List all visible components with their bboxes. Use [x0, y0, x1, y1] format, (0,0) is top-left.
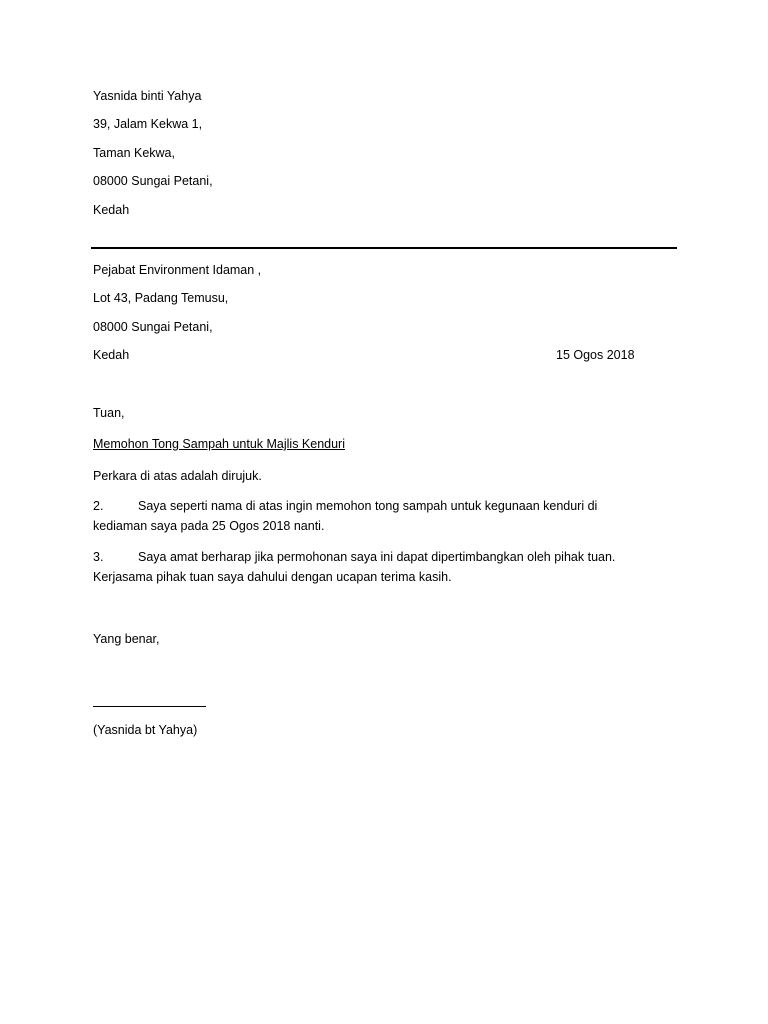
paragraph-2-line-1 [93, 498, 597, 514]
letter-subject: Memohon Tong Sampah untuk Majlis Kenduri [93, 437, 345, 451]
paragraph-3-text-1: Saya amat berharap jika permohonan saya ini dapat dipertimbangkan oleh pihak tuan. [138, 550, 616, 564]
header-divider [91, 247, 677, 249]
paragraph-3-number: 3. [93, 550, 104, 564]
signature-line [93, 706, 206, 707]
paragraph-3-line-2: Kerjasama pihak tuan saya dahului dengan ucapan terima kasih. [93, 570, 452, 584]
sender-state: Kedah [93, 203, 130, 217]
sender-address-line3: 08000 Sungai Petani, [93, 174, 213, 188]
sender-address-line1: 39, Jalam Kekwa 1, [93, 117, 203, 131]
paragraph-3-line-1 [93, 549, 615, 565]
sender-name: Yasnida binti Yahya [93, 89, 202, 103]
recipient-address-line1: Lot 43, Padang Temusu, [93, 291, 229, 305]
closing: Yang benar, [93, 632, 160, 646]
paragraph-2-text-1: Saya seperti nama di atas ingin memohon tong sampah untuk kegunaan kenduri di [138, 499, 598, 513]
recipient-address-line2: 08000 Sungai Petani, [93, 320, 213, 334]
reference-paragraph: Perkara di atas adalah dirujuk. [93, 469, 262, 483]
recipient-state: Kedah [93, 348, 130, 362]
signature-name: (Yasnida bt Yahya) [93, 723, 198, 737]
paragraph-2-number: 2. [93, 499, 104, 513]
sender-address-line2: Taman Kekwa, [93, 146, 175, 160]
letter-date: 15 Ogos 2018 [556, 348, 635, 362]
salutation: Tuan, [93, 406, 125, 420]
recipient-name: Pejabat Environment Idaman , [93, 263, 262, 277]
paragraph-2-line-2: kediaman saya pada 25 Ogos 2018 nanti. [93, 519, 325, 533]
